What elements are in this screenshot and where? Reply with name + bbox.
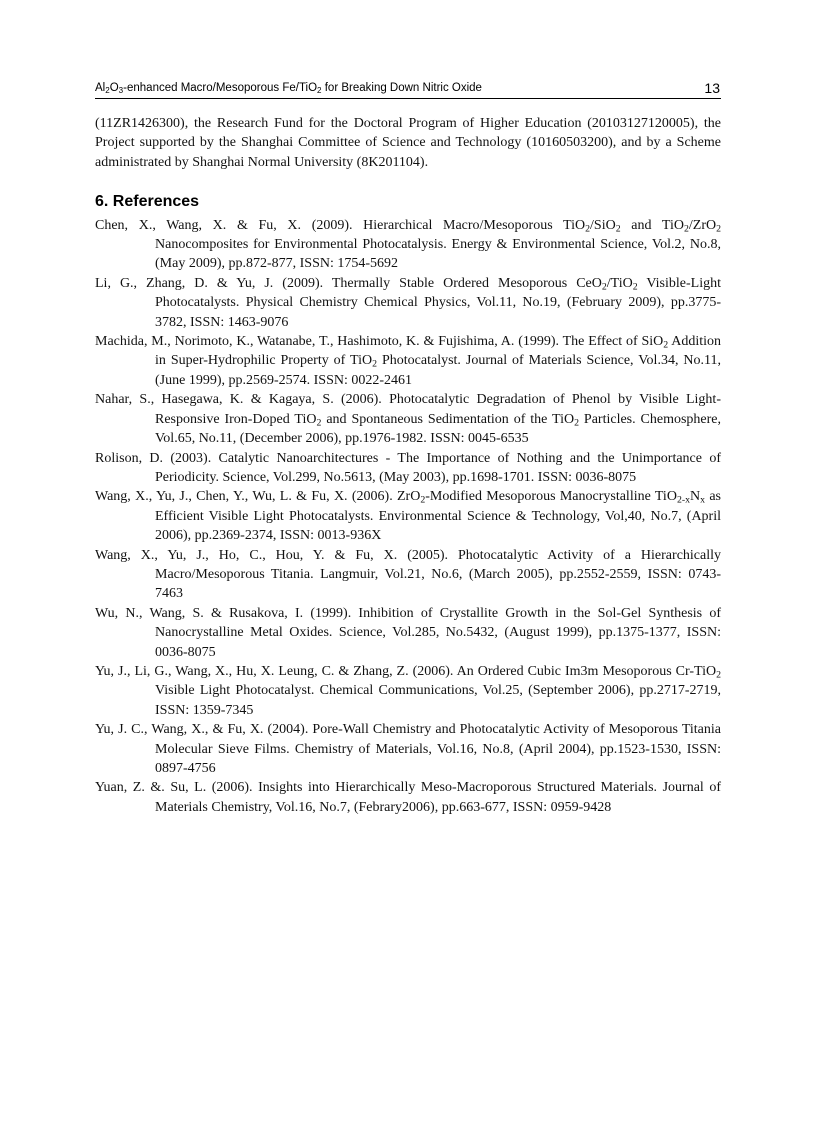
page-content bbox=[95, 114, 721, 817]
reference-item: Machida, M., Norimoto, K., Watanabe, T., Hashimoto, K. & Fujishima, A. (1999). The Effect of SiO$_2$ Addition in Super-Hydrophilic Property of TiO$_2$ Photocatalyst. Journal of Materials Science, Vol.34, No.11, (June 1999), pp.2569-2574. ISSN: 0022-2461 bbox=[95, 334, 721, 388]
reference-item: Yu, J. C., Wang, X., & Fu, X. (2004). Pore-Wall Chemistry and Photocatalytic Activity of Mesoporous Titania Molecular Sieve Films. Chemistry of Materials, Vol.16, No.8, (April 2004), pp.1523-1530, ISSN: 0897-4756 bbox=[95, 722, 721, 776]
reference-item: Wang, X., Yu, J., Ho, C., Hou, Y. & Fu, X. (2005). Photocatalytic Activity of a Hierarchically Macro/Mesoporous Titania. Langmuir, Vol.21, No.6, (March 2005), pp.2552-2559, ISSN: 0743-7463 bbox=[95, 547, 721, 602]
reference-list bbox=[95, 216, 721, 818]
reference-item: Rolison, D. (2003). Catalytic Nanoarchitectures - The Importance of Nothing and the Unimportance of Periodicity. Science, Vol.299, No.5613, (May 2003), pp.1698-1701. ISSN: 0036-8075 bbox=[95, 450, 721, 485]
references-heading: 6. References bbox=[95, 193, 200, 211]
running-title: $Al_2O_3$-enhanced Macro/Mesoporous Fe/TiO$_2$ for Breaking Down Nitric Oxide bbox=[95, 82, 482, 95]
reference-item: Wu, N., Wang, S. & Rusakova, I. (1999). Inhibition of Crystallite Growth in the Sol-Gel Synthesis of Nanocrystalline Metal Oxides. Science, Vol.285, No.5432, (August 1999), pp.1375-1377, ISSN: 0036-8075 bbox=[95, 605, 721, 660]
reference-item: Wang, X., Yu, J., Chen, Y., Wu, L. & Fu, X. (2006). ZrO$_2$-Modified Mesoporous Manocrystalline $TiO_{2-x}N_x$ as Efficient Visible Light Photocatalysts. Environmental Science & Technology, Vol,40, No.7, (April 2006), pp.2369-2374, ISSN: 0013-936X bbox=[95, 489, 722, 544]
reference-item: Li, G., Zhang, D. & Yu, J. (2009). Thermally Stable Ordered Mesoporous CeO$_2$/TiO$_2$ Visible-Light Photocatalysts. Physical Chemistry Chemical Physics, Vol.11, No.19, (February 2009), pp.3775-3782, ISSN: 1463-9076 bbox=[95, 275, 721, 330]
reference-item: Yuan, Z. &. Su, L. (2006). Insights into Hierarchically Meso-Macroporous Structured Materials. Journal of Materials Chemistry, Vol.16, No.7, (Febrary2006), pp.663-677, ISSN: 0959-9428 bbox=[95, 780, 721, 815]
running-header bbox=[95, 80, 721, 99]
reference-item: Nahar, S., Hasegawa, K. & Kagaya, S. (2006). Photocatalytic Degradation of Phenol by Visible Light-Responsive Iron-Doped TiO$_2$ and Spontaneous Sedimentation of the TiO$_2$ Particles. Chemosphere, Vol.65, No.11, (December 2006), pp.1976-1982. ISSN: 0045-6535 bbox=[95, 392, 722, 447]
acknowledgement-paragraph: (11ZR1426300), the Research Fund for the Doctoral Program of Higher Education (20103127120005), the Project supported by the Shanghai Committee of Science and Technology (10160503200), and by a Scheme administrated by Shanghai Normal University (8K201104). bbox=[95, 116, 721, 170]
page-number: 13 bbox=[704, 80, 720, 96]
reference-item: Chen, X., Wang, X. & Fu, X. (2009). Hierarchical Macro/Mesoporous TiO$_2$/SiO$_2$ and TiO$_2$/ZrO$_2$ Nanocomposites for Environmental Photocatalysis. Energy & Environmental Science, Vol.2, No.8, (May 2009), pp.872-877, ISSN: 1754-5692 bbox=[95, 217, 721, 272]
reference-item: Yu, J., Li, G., Wang, X., Hu, X. Leung, C. & Zhang, Z. (2006). An Ordered Cubic Im3m Mesoporous Cr-TiO$_2$ Visible Light Photocatalyst. Chemical Communications, Vol.25, (September 2006), pp.2717-2719, ISSN: 1359-7345 bbox=[95, 663, 721, 718]
